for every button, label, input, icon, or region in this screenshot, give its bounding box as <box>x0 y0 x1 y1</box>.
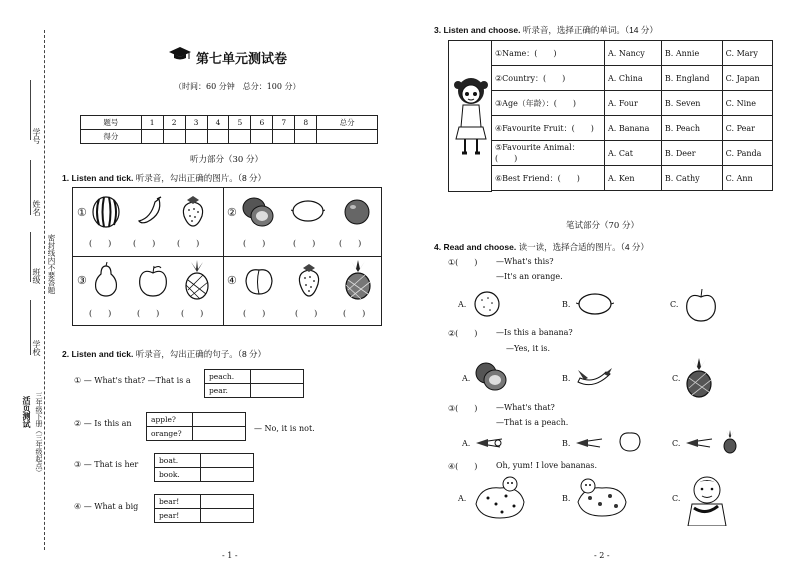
score-input-cell[interactable] <box>317 130 378 144</box>
answer-paren[interactable]: ( ) <box>293 239 316 248</box>
q3-title <box>434 24 658 36</box>
answer-paren[interactable]: ( ) <box>89 239 112 248</box>
q3-row <box>492 41 773 66</box>
student-no-label: 学号 <box>32 128 41 144</box>
grid-divider-h <box>73 256 381 257</box>
option-word: book. <box>155 468 201 482</box>
item-num: ④ <box>74 502 82 511</box>
score-input-cell[interactable] <box>229 130 251 144</box>
q3-option-b[interactable]: B. Deer <box>661 141 722 166</box>
q2-options-1 <box>204 369 304 398</box>
option-word: boat. <box>155 454 201 468</box>
apple-icon <box>137 264 169 298</box>
option-label-c[interactable]: C. <box>672 494 681 503</box>
seal-dash-line <box>44 30 45 550</box>
peach-icon <box>243 264 275 296</box>
answer-paren[interactable]: ( ) <box>89 309 112 318</box>
q3-label: ⑥Best Friend：( ) <box>492 166 605 191</box>
answer-paren[interactable]: ( ) <box>177 239 200 248</box>
score-cell: 总分 <box>317 116 378 130</box>
binding-margin <box>0 0 56 576</box>
boy-eating-illustration <box>684 474 730 526</box>
q4-item-num[interactable] <box>448 461 477 472</box>
pineapple-icon <box>183 260 211 300</box>
leopard-illustration <box>574 476 630 518</box>
watermelon-icon <box>91 194 121 228</box>
school-line <box>30 300 31 355</box>
series-label: 活页测试 <box>22 396 32 428</box>
strawberry-icon <box>295 262 323 298</box>
option-label-c[interactable]: C. <box>672 439 681 448</box>
option-label-a[interactable]: A. <box>458 494 467 503</box>
class-line <box>30 232 31 282</box>
tick-box[interactable] <box>251 384 304 398</box>
group-num: ① <box>77 206 87 219</box>
bunny-pointing-icon <box>574 433 604 451</box>
option-word: pear! <box>155 509 201 523</box>
score-cell: 得分 <box>81 130 142 144</box>
lemon-icon <box>576 291 614 317</box>
option-label-c[interactable]: C. <box>670 300 679 309</box>
graduation-cap-icon <box>168 46 192 62</box>
score-input-cell[interactable] <box>251 130 273 144</box>
tick-box[interactable] <box>251 370 304 384</box>
score-input-cell[interactable] <box>295 130 317 144</box>
q1-title-cn: 听录音，勾出正确的图片。（8 分） <box>135 173 267 183</box>
page-subtitle: （时间：60 分钟 总分：100 分） <box>174 82 301 91</box>
answer-paren[interactable]: ( ) <box>243 309 266 318</box>
q3-option-a[interactable]: A. Ken <box>605 166 662 191</box>
option-label-b[interactable]: B. <box>562 300 571 309</box>
pear-icon <box>91 262 121 298</box>
q2-options-4 <box>154 494 254 523</box>
score-table <box>80 115 378 144</box>
score-input-cell[interactable] <box>141 130 163 144</box>
item-num: ① <box>74 376 82 385</box>
pineapple-icon <box>684 358 714 398</box>
q4-item-num[interactable]: ①( ) <box>448 258 478 267</box>
score-cell: 题号 <box>81 116 142 130</box>
answer-paren[interactable]: ( ) <box>343 309 366 318</box>
option-label-a[interactable]: A. <box>458 300 467 309</box>
kiwi-icon <box>474 360 508 392</box>
q4-line: —What's that? <box>496 403 555 412</box>
q2-item-2 <box>74 419 132 428</box>
score-input-cell[interactable] <box>207 130 229 144</box>
lemon-icon <box>291 198 325 224</box>
girl-illustration <box>453 75 489 157</box>
page-title: 第七单元测试卷 <box>196 52 288 67</box>
score-cell: 6 <box>251 116 273 130</box>
answer-paren[interactable]: ( ) <box>137 309 160 318</box>
q3-option-a[interactable]: A. Nancy <box>605 41 662 66</box>
option-word: apple? <box>147 413 193 427</box>
score-cell: 8 <box>295 116 317 130</box>
pineapple-icon <box>343 260 373 300</box>
q4-item-num[interactable]: ②( ) <box>448 329 478 338</box>
q3-option-b[interactable]: B. Seven <box>661 91 722 116</box>
q3-row <box>492 116 773 141</box>
banana-icon <box>135 196 165 226</box>
q4-line: —What's this? <box>496 257 554 266</box>
girl-portrait-cell <box>448 40 492 192</box>
page-number: - 2 - <box>594 551 610 560</box>
q3-choice-table <box>491 40 773 191</box>
pineapple-small-icon <box>722 430 738 454</box>
answer-paren[interactable]: ( ) <box>181 309 204 318</box>
q3-option-a[interactable]: A. Cat <box>605 141 662 166</box>
apple-icon <box>684 287 718 323</box>
q3-option-b[interactable]: B. Annie <box>661 41 722 66</box>
q2-item-1 <box>74 376 191 385</box>
group-num: ④ <box>227 274 237 287</box>
cheetah-illustration <box>470 474 530 522</box>
item-num: ② <box>74 419 82 428</box>
option-label-b[interactable]: B. <box>562 374 571 383</box>
score-input-cell[interactable] <box>163 130 185 144</box>
name-line <box>30 160 31 215</box>
q4-line: Oh, yum! I love bananas. <box>496 461 598 470</box>
option-word: bear! <box>155 495 201 509</box>
q3-row <box>492 166 773 191</box>
q3-option-b[interactable]: B. England <box>661 66 722 91</box>
q2-item-4 <box>74 502 138 511</box>
score-cell: 4 <box>207 116 229 130</box>
answer-paren[interactable]: ( ) <box>133 239 156 248</box>
name-label: 姓名 <box>32 200 41 216</box>
item-prefix: — Is this an <box>83 419 132 428</box>
bunny-pointing-icon <box>474 433 504 451</box>
score-table-score-row <box>81 130 378 144</box>
page-number: - 1 - <box>222 551 238 560</box>
q4-line: —That is a peach. <box>496 418 569 427</box>
q1-title <box>62 172 266 184</box>
bunny-pointing-icon <box>684 433 714 451</box>
score-table-header-row <box>81 116 378 130</box>
q3-option-b[interactable]: B. Cathy <box>661 166 722 191</box>
option-label-b[interactable]: B. <box>562 439 571 448</box>
q3-label: ④Favourite Fruit：( ) <box>492 116 605 141</box>
score-input-cell[interactable] <box>185 130 207 144</box>
q1-title-en: 1. Listen and tick. <box>62 173 134 183</box>
q4-line: —It's an orange. <box>496 272 563 281</box>
score-cell: 7 <box>273 116 295 130</box>
q3-option-c[interactable]: C. Nine <box>722 91 772 116</box>
score-input-cell[interactable] <box>273 130 295 144</box>
tick-box[interactable] <box>201 495 254 509</box>
q3-option-c[interactable]: C. Panda <box>722 141 772 166</box>
option-label-c[interactable]: C. <box>672 374 681 383</box>
item-prefix: — That is her <box>83 460 139 469</box>
score-cell: 5 <box>229 116 251 130</box>
q4-num-text: ④( ) <box>448 462 478 471</box>
answer-paren[interactable]: ( ) <box>295 309 318 318</box>
peeled-banana-icon <box>574 364 614 390</box>
grade-note: 三年级下册（三年级起点） <box>35 392 43 476</box>
q1-picture-grid <box>72 187 382 326</box>
q3-option-b[interactable]: B. Peach <box>661 116 722 141</box>
writing-part-title: 笔试部分（70 分） <box>566 221 640 231</box>
group-num: ③ <box>77 274 87 287</box>
listening-part-title: 听力部分（30 分） <box>190 155 264 165</box>
tick-box[interactable] <box>201 509 254 523</box>
score-cell: 1 <box>141 116 163 130</box>
score-cell: 3 <box>185 116 207 130</box>
option-word: pear. <box>205 384 251 398</box>
q4-item-num[interactable]: ③( ) <box>448 404 478 413</box>
orange-icon <box>472 290 502 318</box>
kiwi-icon <box>241 194 275 228</box>
peach-icon <box>618 430 642 452</box>
q2-item-3 <box>74 460 138 469</box>
q4-line: —Is this a banana? <box>496 328 573 337</box>
q3-option-a[interactable]: A. Banana <box>605 116 662 141</box>
tick-box[interactable] <box>201 454 254 468</box>
q2-title <box>62 348 266 360</box>
q3-label: ③Age（年龄）：( ) <box>492 91 605 116</box>
q3-label: ⑤Favourite Animal：( ) <box>492 141 605 166</box>
strawberry-icon <box>179 194 207 228</box>
q3-option-c[interactable]: C. Japan <box>722 66 772 91</box>
q3-option-c[interactable]: C. Pear <box>722 116 772 141</box>
q4-line: —Yes, it is. <box>506 344 551 353</box>
item-num: ③ <box>74 460 82 469</box>
tick-box[interactable] <box>193 427 246 441</box>
plum-icon <box>343 196 371 226</box>
q2-options-2 <box>146 412 246 441</box>
q3-option-a[interactable]: A. Four <box>605 91 662 116</box>
seal-note: 密封线内不要答题 <box>47 234 56 294</box>
answer-paren[interactable]: ( ) <box>243 239 266 248</box>
option-label-b[interactable]: B. <box>562 494 571 503</box>
q4-title-cn: 读一读，选择合适的图片。（4 分） <box>518 242 649 252</box>
tick-box[interactable] <box>193 413 246 427</box>
q3-row <box>492 66 773 91</box>
q3-label: ②Country：( ) <box>492 66 605 91</box>
group-num: ② <box>227 206 237 219</box>
q3-label: ①Name：( ) <box>492 41 605 66</box>
score-cell: 2 <box>163 116 185 130</box>
tick-box[interactable] <box>201 468 254 482</box>
school-label: 学校 <box>32 340 41 356</box>
student-no-line <box>30 80 31 140</box>
class-label: 班级 <box>32 268 41 284</box>
option-word: orange? <box>147 427 193 441</box>
q4-title-en: 4. Read and choose. <box>434 242 517 252</box>
q2-title-cn: 听录音，勾出正确的句子。（8 分） <box>135 349 267 359</box>
q3-row <box>492 141 773 166</box>
q2-options-3 <box>154 453 254 482</box>
q2-title-en: 2. Listen and tick. <box>62 349 134 359</box>
option-word: peach. <box>205 370 251 384</box>
q3-option-a[interactable]: A. China <box>605 66 662 91</box>
answer-paren[interactable]: ( ) <box>339 239 362 248</box>
item-suffix: — No, it is not. <box>254 424 315 433</box>
q3-title-en: 3. Listen and choose. <box>434 25 521 35</box>
q3-option-c[interactable]: C. Ann <box>722 166 772 191</box>
q3-row <box>492 91 773 116</box>
q3-title-cn: 听录音，选择正确的单词。（14 分） <box>522 25 658 35</box>
option-label-a[interactable]: A. <box>462 439 471 448</box>
q4-title <box>434 241 649 253</box>
item-prefix: — What's that? —That is a <box>83 376 191 385</box>
item-prefix: — What a big <box>83 502 139 511</box>
q3-option-c[interactable]: C. Mary <box>722 41 772 66</box>
option-label-a[interactable]: A. <box>462 374 471 383</box>
